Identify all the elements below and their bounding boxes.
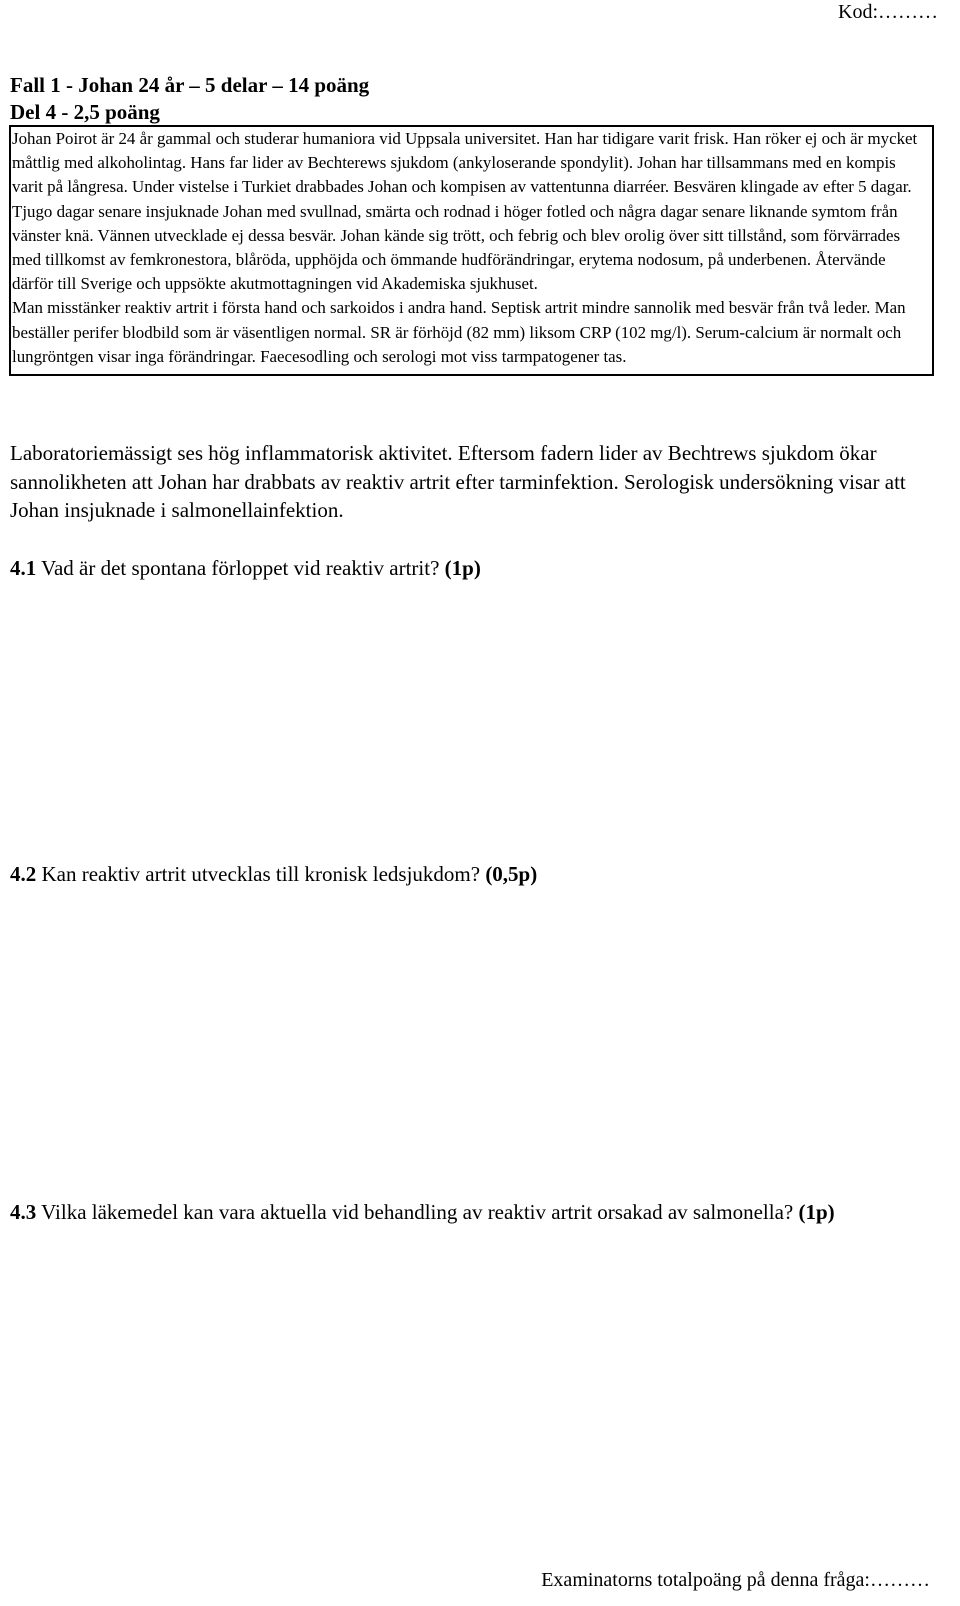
part-title: Del 4 - 2,5 poäng <box>10 100 160 124</box>
question-text: Kan reaktiv artrit utvecklas till kronisk ledsjukdom? <box>41 862 481 886</box>
case-description-box <box>9 125 934 376</box>
question-points: (1p) <box>444 556 481 580</box>
question-4-2 <box>10 860 940 888</box>
question-4-3 <box>10 1198 940 1226</box>
question-text: Vilka läkemedel kan vara aktuella vid behandling av reaktiv artrit orsakad av salmonella? <box>41 1200 794 1224</box>
question-points: (0,5p) <box>485 862 538 886</box>
question-number: 4.1 <box>10 556 37 580</box>
case-paragraph-findings: Man misstänker reaktiv artrit i första hand och sarkoidos i andra hand. Septisk artrit mindre sannolik med besvär från två leder. Man beställer perifer blodbild som är väsentligen normal. SR är förhöjd (82 mm) liksom CRP (102 mg/l). Serum-calcium är normalt och lungröntgen visar inga förändringar. Faecesodling och serologi mot viss tarmpatogener tas. <box>12 298 906 366</box>
examiner-total-label: Examinatorns totalpoäng på denna fråga:……… <box>541 1569 930 1591</box>
case-title: Fall 1 - Johan 24 år – 5 delar – 14 poäng <box>10 73 370 97</box>
question-number: 4.2 <box>10 862 37 886</box>
intro-paragraph: Laboratoriemässigt ses hög inflammatorisk aktivitet. Eftersom fadern lider av Bechtrews sjukdom ökar sannolikheten att Johan har drabbats av reaktiv artrit efter tarminfektion. Serologisk undersökning visar att Johan insjuknade i salmonellainfektion. <box>10 441 906 522</box>
question-number: 4.3 <box>10 1200 37 1224</box>
case-heading <box>10 72 369 126</box>
question-4-1 <box>10 554 940 582</box>
question-text: Vad är det spontana förloppet vid reaktiv artrit? <box>41 556 440 580</box>
kod-label: Kod:……… <box>838 1 938 23</box>
question-points: (1p) <box>798 1200 835 1224</box>
case-paragraph-history: Johan Poirot är 24 år gammal och studerar humaniora vid Uppsala universitet. Han har tidigare varit frisk. Han röker ej och är mycket måttlig med alkoholintag. Hans far lider av Bechterews sjukdom (ankyloserande spondylit). Johan har tillsammans med en kompis varit på långresa. Under vistelse i Turkiet drabbades Johan och kompisen av vattentunna diarréer. Besvären klingade av efter 5 dagar. Tjugo dagar senare insjuknade Johan med svullnad, smärta och rodnad i höger fotled och några dagar senare liknande symtom från vänster knä. Vännen utvecklade ej dessa besvär. Johan kände sig trött, och febrig och blev orolig över sitt tillstånd, som förvärrades med tillkomst av femkronestora, blåröda, upphöjda och ömmande hudförändringar, erytema nodosum, på underbenen. Återvände därför till Sverige och uppsökte akutmottagningen vid Akademiska sjukhuset. <box>12 129 918 294</box>
